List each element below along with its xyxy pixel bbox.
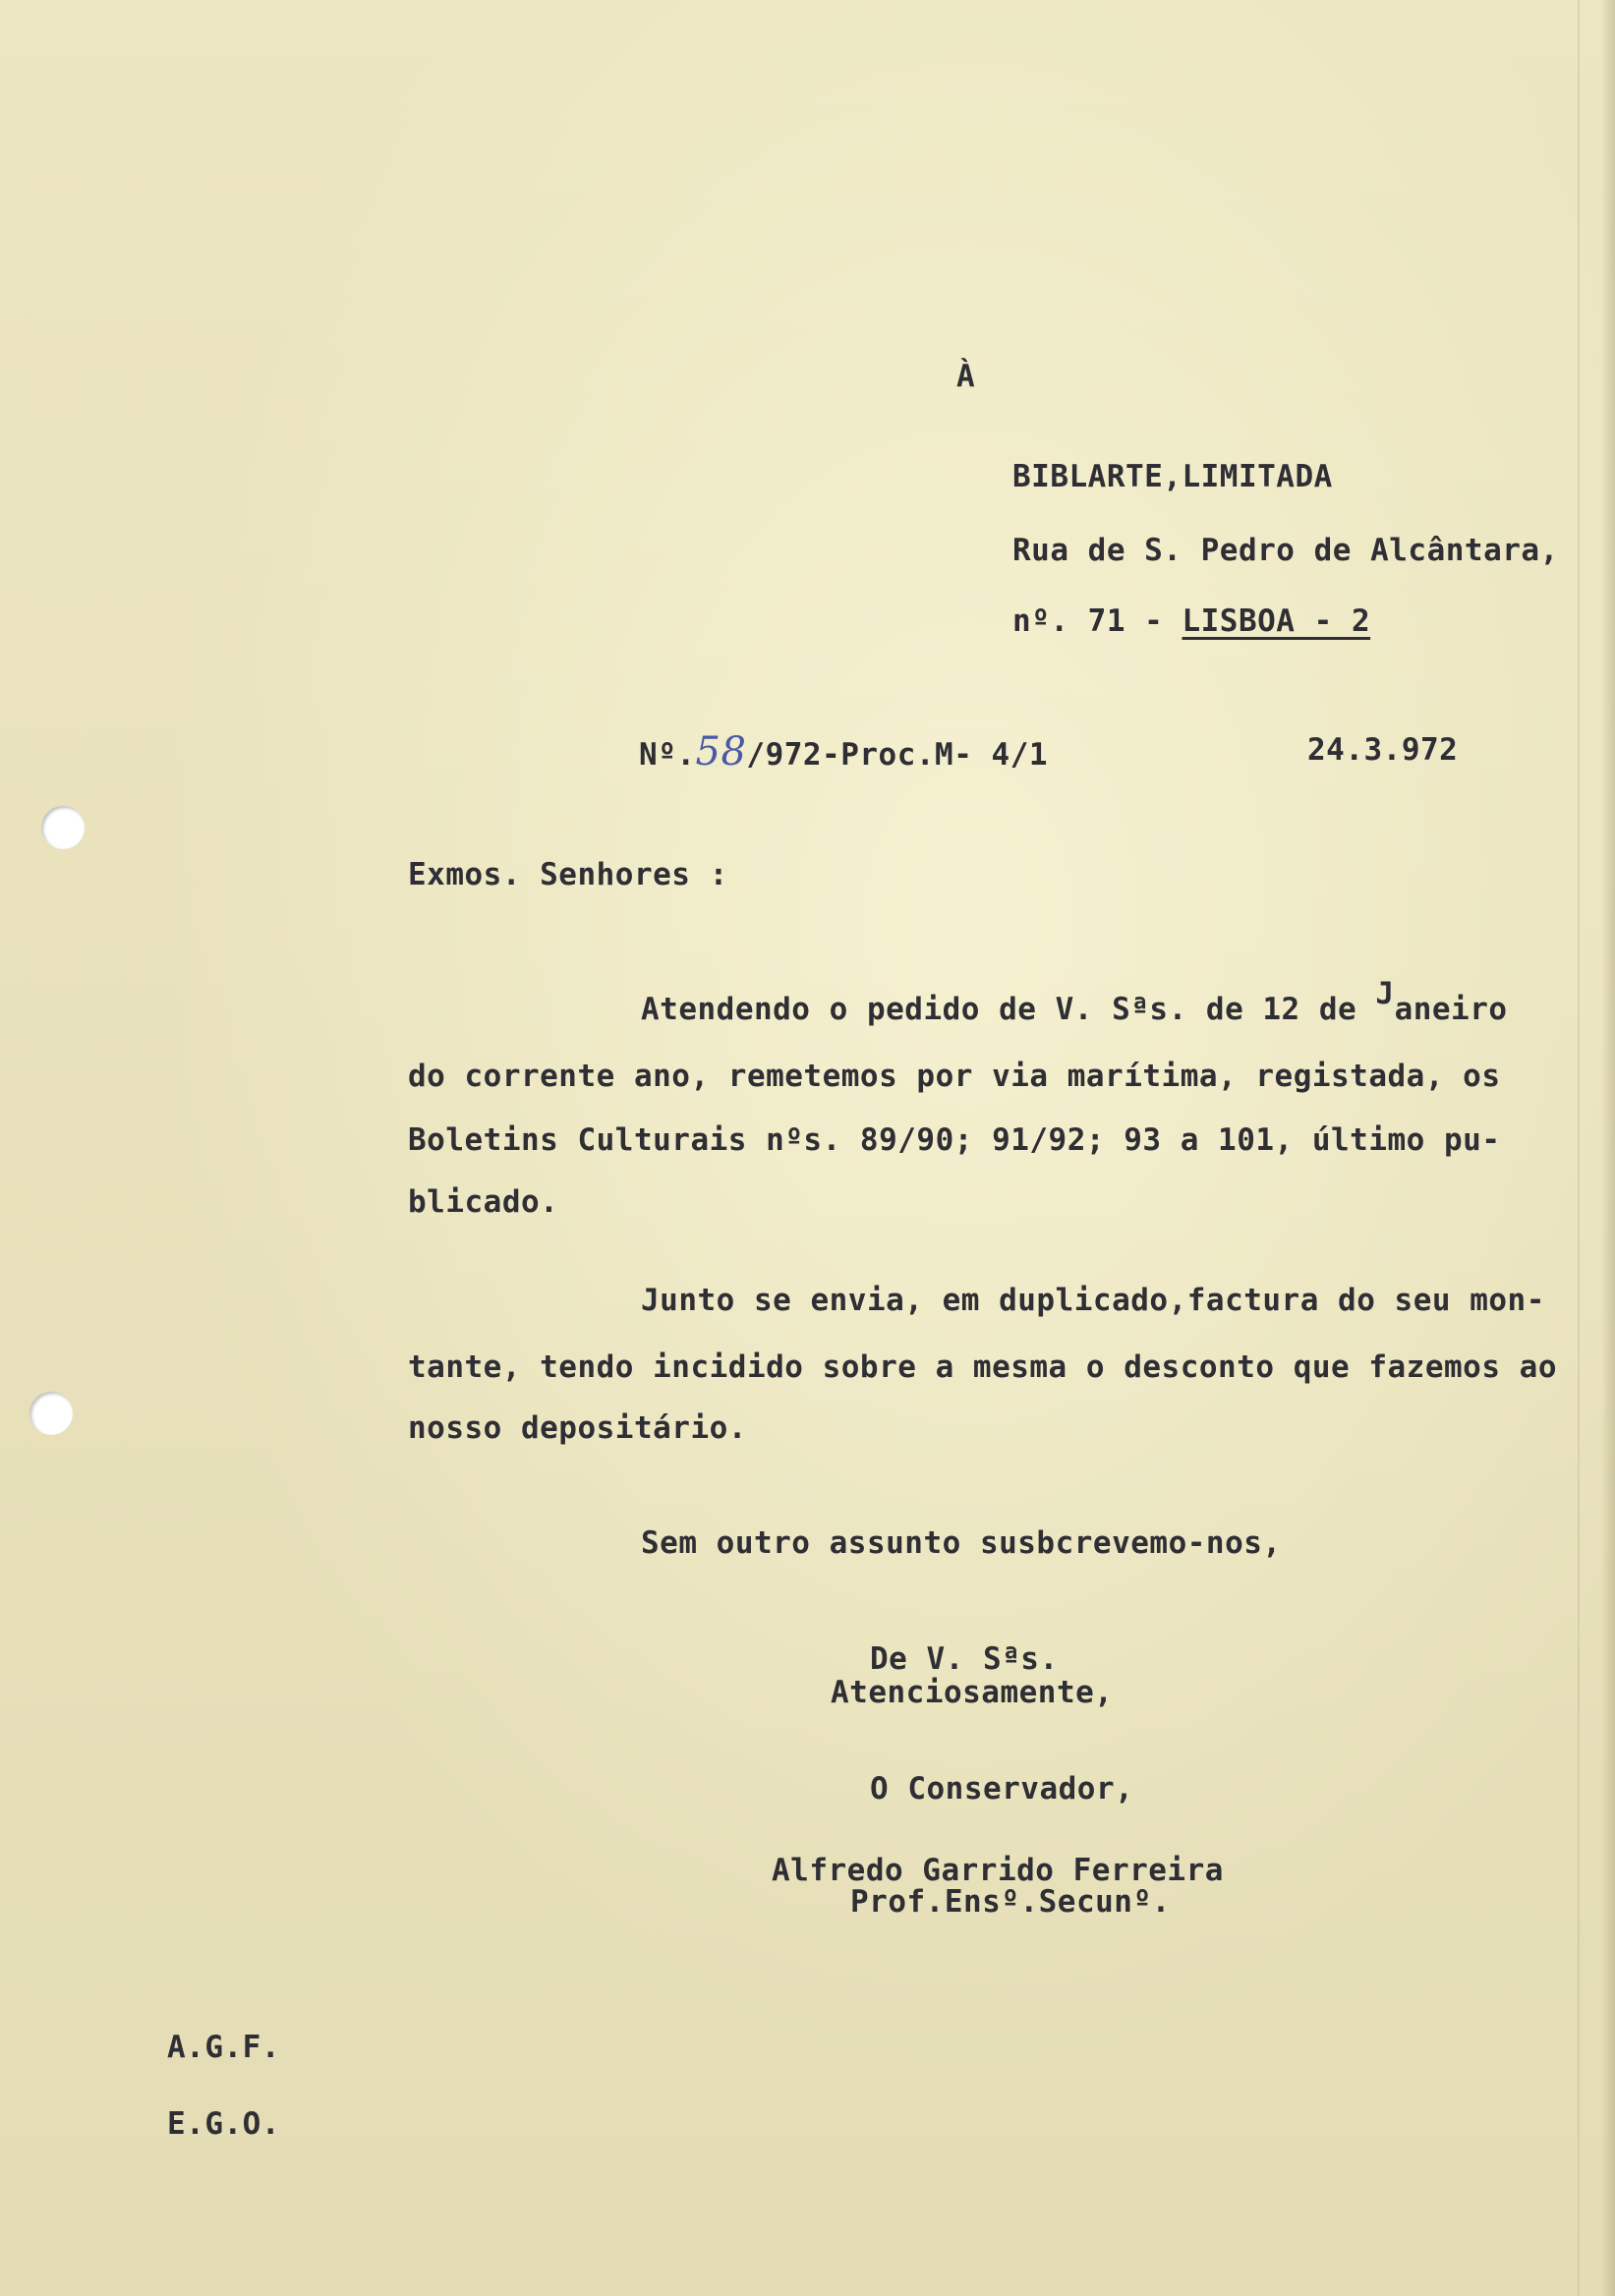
recipient-address-line: [1012, 603, 1371, 639]
recipient-city: LISBOA - 2: [1182, 603, 1371, 639]
signature-greeting: De V. Sªs.: [870, 1641, 1059, 1677]
reference-prefix: Nº.: [639, 737, 696, 773]
reference-suffix: /972-Proc.M- 4/1: [746, 737, 1049, 773]
signature-name: Alfredo Garrido Ferreira: [772, 1853, 1224, 1888]
recipient-prefix: À: [956, 359, 976, 394]
signature-role: O Conservador,: [870, 1771, 1134, 1807]
paragraph-2-line-1: Junto se envia, em duplicado,factura do seu mon-: [641, 1283, 1545, 1318]
punch-hole-bottom: [29, 1392, 73, 1435]
paragraph-1-raised-letter: J: [1375, 976, 1395, 1011]
paragraph-1-line-4: blicado.: [408, 1184, 559, 1220]
reference-line: [639, 729, 1049, 775]
recipient-name: BIBLARTE,LIMITADA: [1012, 459, 1333, 494]
paragraph-2-line-2: tante, tendo incidido sobre a mesma o desconto que fazemos ao: [408, 1349, 1557, 1385]
page-fold-line: [1578, 0, 1580, 2296]
salutation: Exmos. Senhores :: [408, 857, 728, 892]
page-edge-shadow: [1601, 0, 1615, 2296]
paragraph-2-line-3: nosso depositário.: [408, 1410, 747, 1446]
recipient-street: Rua de S. Pedro de Alcântara,: [1012, 533, 1559, 568]
recipient-number: nº. 71 -: [1012, 603, 1164, 639]
signature-title: Prof.Ensº.Secunº.: [850, 1884, 1171, 1920]
paragraph-1-line-1: [641, 976, 1508, 1027]
paragraph-1-line-1-end: aneiro: [1394, 992, 1508, 1027]
paragraph-1-line-1-text: Atendendo o pedido de V. Sªs. de 12 de: [641, 992, 1376, 1027]
closing-line: Sem outro assunto susbcrevemo-nos,: [641, 1525, 1282, 1561]
letter-date: 24.3.972: [1307, 732, 1459, 768]
punch-hole-top: [41, 806, 85, 849]
typist-initials: E.G.O.: [167, 2106, 280, 2142]
author-initials: A.G.F.: [167, 2030, 280, 2065]
paragraph-1-line-2: do corrente ano, remetemos por via marítima, registada, os: [408, 1059, 1501, 1094]
reference-handwritten-number: 58: [695, 729, 747, 775]
signature-regards: Atenciosamente,: [831, 1675, 1114, 1710]
paragraph-1-line-3: Boletins Culturais nºs. 89/90; 91/92; 93 a 101, último pu-: [408, 1122, 1501, 1158]
